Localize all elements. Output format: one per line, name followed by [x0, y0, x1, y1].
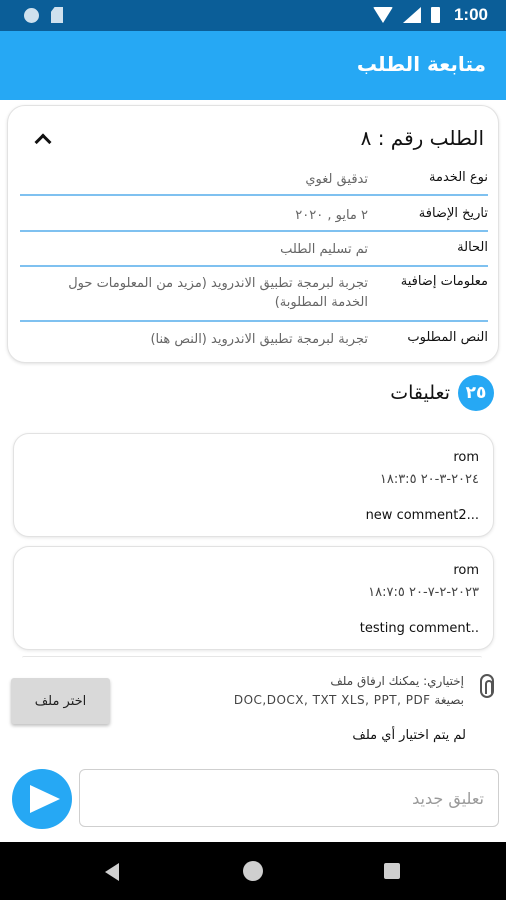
field-value: تدقيق لغوي: [305, 172, 368, 187]
sd-card-icon: [51, 7, 63, 23]
field-value: تجربة لبرمجة تطبيق الاندرويد (النص هنا): [150, 332, 368, 347]
field-label: معلومات إضافية: [400, 274, 488, 289]
comment-author: rom: [453, 450, 479, 465]
status-notifications: [24, 7, 63, 23]
field-label: النص المطلوب: [407, 330, 488, 345]
choose-file-button[interactable]: اختر ملف: [11, 678, 110, 724]
field-label: نوع الخدمة: [429, 170, 488, 185]
field-value: تجربة لبرمجة تطبيق الاندرويد (مزيد من المعلومات حول الخدمة المطلوبة): [68, 276, 368, 310]
comments-header: [390, 375, 494, 411]
status-system: [373, 5, 488, 25]
new-comment-input[interactable]: [79, 769, 499, 827]
system-nav-bar: [0, 842, 506, 900]
request-details-card: [7, 105, 499, 363]
attachment-info-line2: بصيغة DOC,DOCX, TXT XLS, PPT, PDF: [233, 693, 464, 707]
send-arrow-icon: [30, 785, 60, 813]
comment-author: rom: [453, 563, 479, 578]
collapse-chevron-up-icon[interactable]: [30, 128, 56, 150]
signal-icon: [403, 7, 421, 23]
field-label: تاريخ الإضافة: [418, 206, 488, 221]
status-time: 1:00: [453, 5, 488, 24]
request-title: الطلب رقم : ٨: [360, 126, 484, 150]
comment-text: testing comment..: [359, 621, 479, 636]
comment-card: [13, 546, 494, 650]
attachment-info: [164, 672, 464, 710]
no-file-selected-text: لم يتم اختيار أي ملف: [352, 728, 466, 743]
paperclip-icon: [480, 674, 494, 698]
recent-apps-icon[interactable]: [384, 863, 400, 879]
home-icon[interactable]: [243, 861, 263, 881]
attachment-info-line1: إختياري: يمكنك ارفاق ملف: [330, 674, 464, 688]
comment-card: [13, 433, 494, 537]
notification-dot-icon: [24, 8, 39, 23]
battery-icon: [431, 7, 440, 23]
divider: [20, 320, 488, 322]
field-value: ٢ مايو , ٢٠٢٠: [295, 208, 368, 223]
comments-heading: تعليقات: [390, 382, 450, 404]
attachment-area: [0, 660, 506, 755]
divider: [20, 265, 488, 267]
field-label: الحالة: [457, 240, 488, 255]
divider: [20, 194, 488, 196]
wifi-icon: [373, 7, 393, 23]
page-title: متابعة الطلب: [356, 52, 486, 76]
divider: [20, 230, 488, 232]
back-icon[interactable]: [105, 863, 119, 881]
send-button[interactable]: [12, 769, 72, 829]
field-value: تم تسليم الطلب: [280, 242, 368, 257]
status-bar: [0, 0, 506, 31]
comments-count-badge: ٢٥: [458, 375, 494, 411]
app-bar: [0, 31, 506, 100]
comment-date: ٢٠٢٤-٣-٢٠ ١٨:٣:٥: [379, 472, 479, 487]
comment-date: ٢٠٢٣-٢-٧-٢٠ ١٨:٧:٥: [368, 585, 479, 600]
comment-text: new comment2...: [365, 508, 479, 523]
